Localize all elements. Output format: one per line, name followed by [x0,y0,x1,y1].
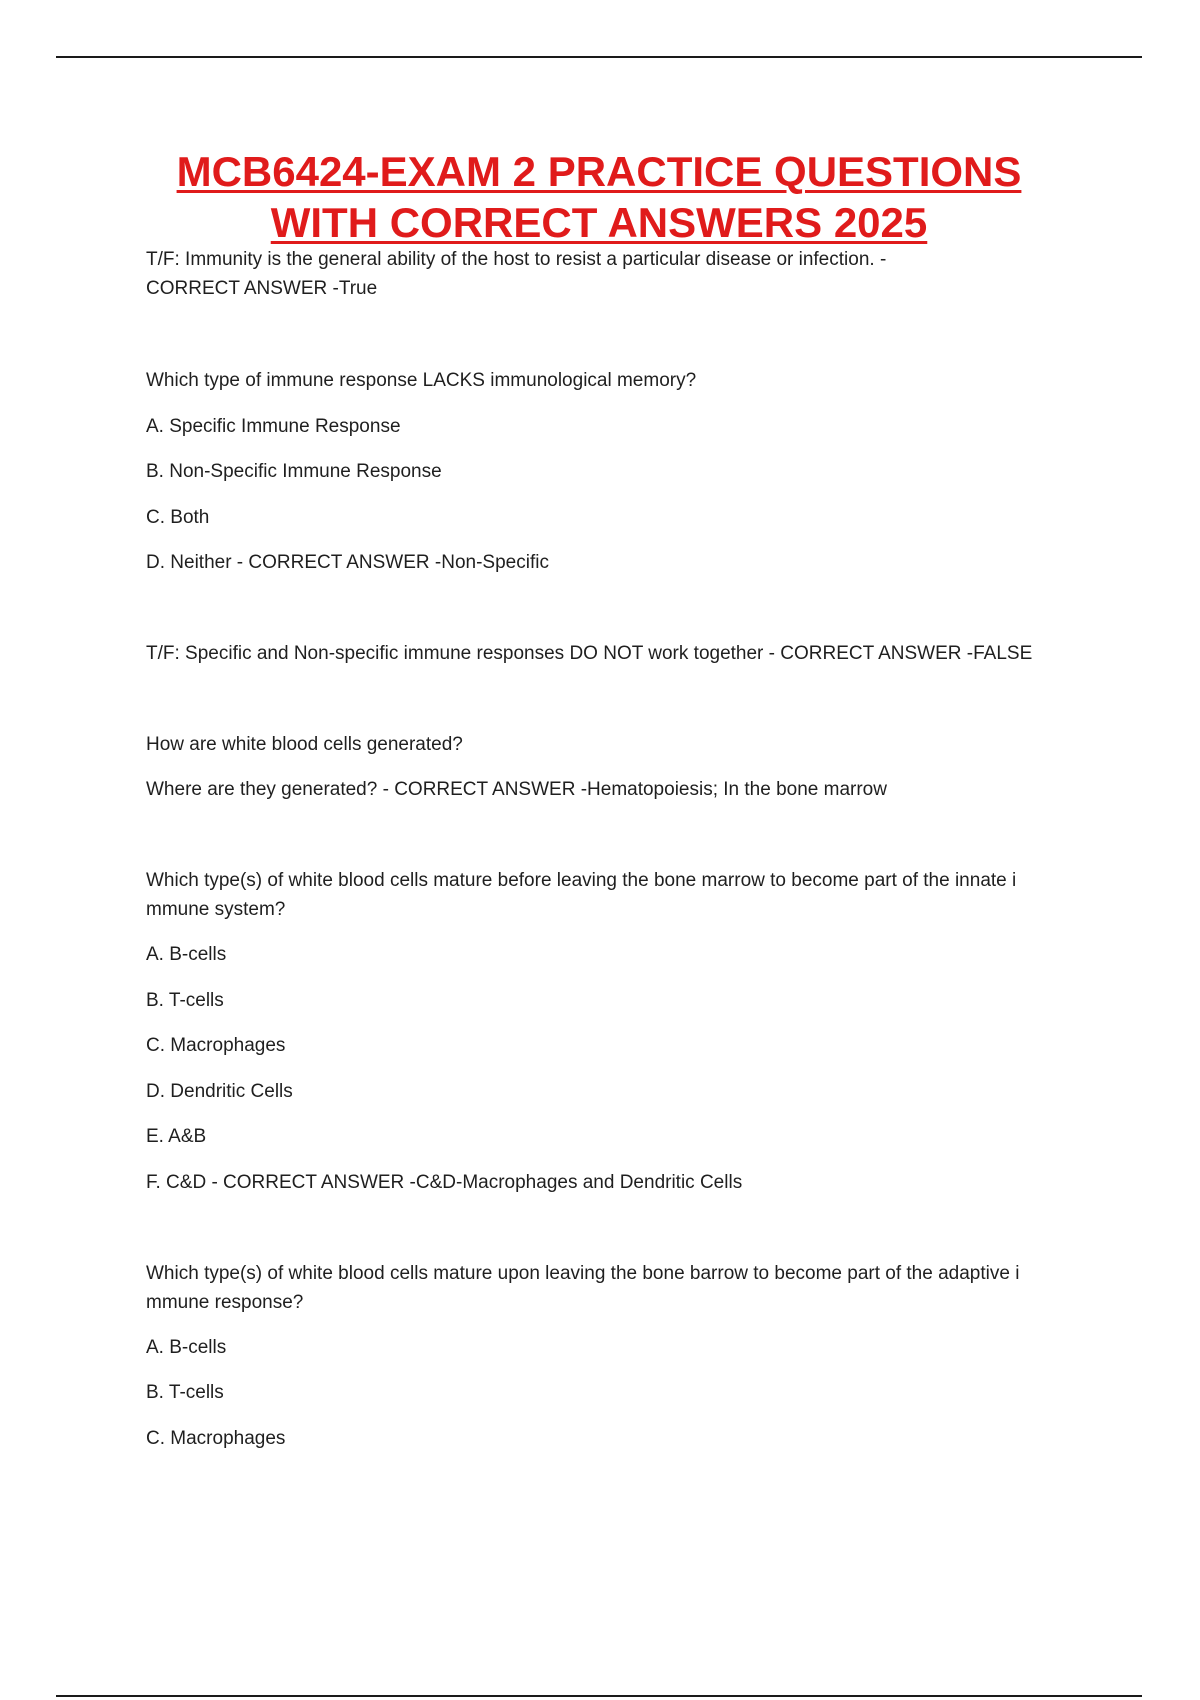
question-5-option-c: C. Macrophages [146,1035,286,1056]
top-rule [56,56,1142,58]
question-4-text: How are white blood cells generated? [146,734,463,755]
question-6-option-b: B. T-cells [146,1382,224,1403]
question-3-text-answer: T/F: Specific and Non-specific immune responses DO NOT work together - CORRECT ANSWER -FALSE [146,643,1033,664]
page-title [56,146,1142,248]
title-line-1: MCB6424-EXAM 2 PRACTICE QUESTIONS [176,148,1022,195]
question-5-option-d: D. Dendritic Cells [146,1081,293,1102]
question-6-option-a: A. B-cells [146,1337,227,1358]
question-1-text: T/F: Immunity is the general ability of the host to resist a particular disease or infection. - [146,249,887,270]
question-2-option-b: B. Non-Specific Immune Response [146,461,442,482]
question-5-option-e: E. A&B [146,1126,207,1147]
question-5-option-f-answer: F. C&D - CORRECT ANSWER -C&D-Macrophages and Dendritic Cells [146,1172,743,1193]
question-5-option-a: A. B-cells [146,944,227,965]
question-2-option-d-answer: D. Neither - CORRECT ANSWER -Non-Specific [146,552,549,573]
bottom-rule [56,1695,1142,1697]
question-6-text-continued: mmune response? [146,1292,304,1313]
question-5-text-continued: mmune system? [146,899,286,920]
question-6-option-c: C. Macrophages [146,1428,286,1449]
question-2-text: Which type of immune response LACKS immunological memory? [146,370,697,391]
title-line-2: WITH CORRECT ANSWERS 2025 [270,199,928,246]
question-2-option-a: A. Specific Immune Response [146,416,401,437]
question-2-option-c: C. Both [146,507,210,528]
question-4-text-answer: Where are they generated? - CORRECT ANSWER -Hematopoiesis; In the bone marrow [146,779,887,800]
question-1-answer: CORRECT ANSWER -True [146,278,378,299]
question-5-text: Which type(s) of white blood cells mature before leaving the bone marrow to become part of the innate i [146,870,1017,891]
question-6-text: Which type(s) of white blood cells mature upon leaving the bone barrow to become part of the adaptive i [146,1263,1020,1284]
question-5-option-b: B. T-cells [146,990,224,1011]
